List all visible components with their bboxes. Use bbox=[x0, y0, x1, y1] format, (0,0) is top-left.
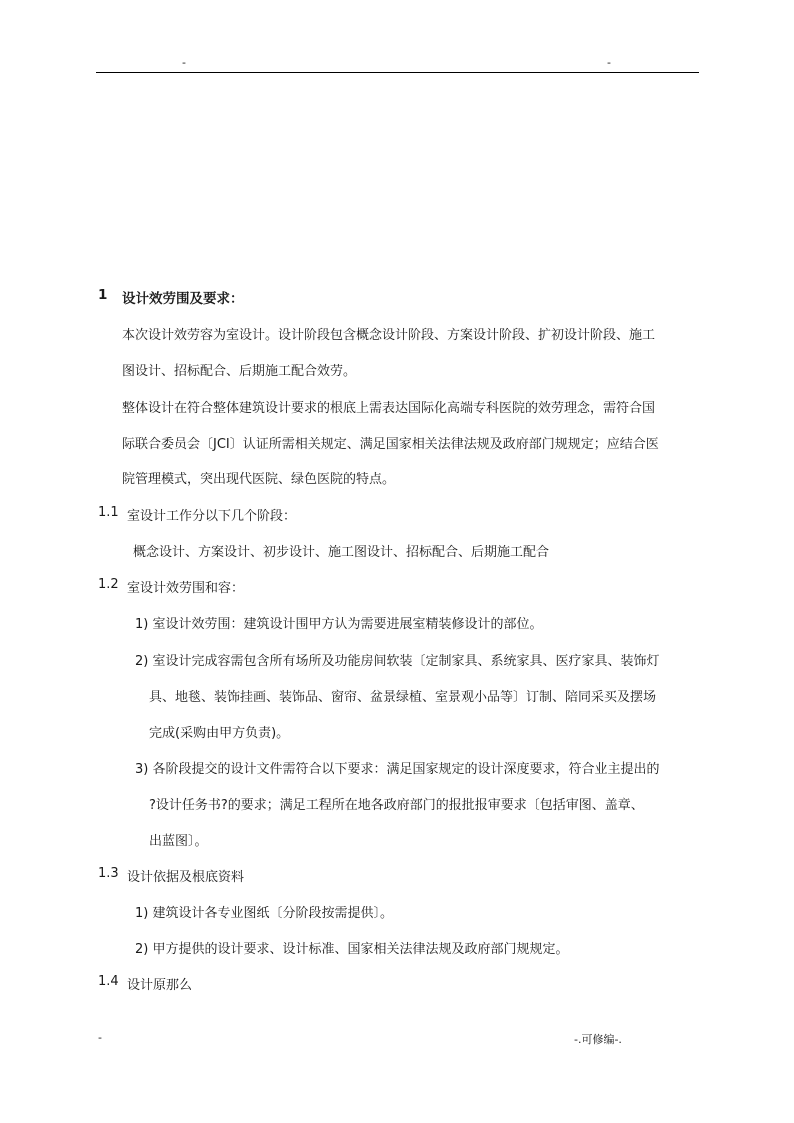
section-1-1-number: 1.1 bbox=[98, 505, 119, 520]
section-1-2-item3-line3: 出蓝图〕。 bbox=[149, 834, 208, 849]
section-1-2-item2-line2: 具、地毯、装饰挂画、装饰品、窗帘、盆景绿植、室景观小品等〕订制、陪同采买及摆场 bbox=[149, 690, 657, 705]
section-1-2-item3-line2: ?设计任务书?的要求；满足工程所在地各政府部门的报批报审要求〔包括审图、盖章、 bbox=[149, 798, 644, 813]
intro-p2-line1: 整体设计在符合整体建筑设计要求的根底上需表达国际化高端专科医院的效劳理念，需符合国 bbox=[122, 401, 656, 416]
section-1-3-item1: 1) 建筑设计各专业图纸〔分阶段按需提供〕。 bbox=[135, 906, 393, 921]
section-1-2-item3-line1: 3) 各阶段提交的设计文件需符合以下要求：满足国家规定的设计深度要求，符合业主提出的 bbox=[135, 762, 660, 777]
intro-p1-line1: 本次设计效劳容为室设计。设计阶段包含概念设计阶段、方案设计阶段、扩初设计阶段、施工 bbox=[122, 328, 656, 343]
section-1-title: 设计效劳围及要求： bbox=[122, 291, 244, 307]
section-1-3-item2: 2) 甲方提供的设计要求、设计标准、国家相关法律法规及政府部门规规定。 bbox=[135, 942, 569, 957]
section-1-4-title: 设计原那么 bbox=[127, 978, 193, 993]
header-right-mark: - bbox=[607, 56, 611, 69]
intro-p1-line2: 图设计、招标配合、后期施工配合效劳。 bbox=[122, 364, 357, 379]
section-1-1-title: 室设计工作分以下几个阶段： bbox=[127, 509, 297, 524]
section-1-number: 1 bbox=[98, 287, 108, 303]
section-1-4-number: 1.4 bbox=[98, 974, 119, 989]
section-1-1-body: 概念设计、方案设计、初步设计、施工图设计、招标配合、后期施工配合 bbox=[133, 545, 550, 560]
section-1-2-number: 1.2 bbox=[98, 577, 119, 592]
section-1-2-item2-line1: 2) 室设计完成容需包含所有场所及功能房间软装〔定制家具、系统家具、医疗家具、装饰灯 bbox=[135, 654, 660, 669]
section-1-2-title: 室设计效劳围和容： bbox=[127, 581, 245, 596]
header-rule bbox=[96, 72, 699, 73]
footer-editable-note: -.可修编-. bbox=[574, 1033, 622, 1046]
footer-left-mark: - bbox=[98, 1031, 102, 1044]
section-1-3-title: 设计依据及根底资料 bbox=[127, 870, 245, 885]
intro-p2-line2: 际联合委员会〔JCI〕认证所需相关规定、满足国家相关法律法规及政府部门规规定；应结合医 bbox=[122, 437, 659, 452]
intro-p2-line3: 院管理模式，突出现代医院、绿色医院的特点。 bbox=[122, 472, 396, 487]
section-1-2-item1: 1) 室设计效劳围：建筑设计围甲方认为需要进展室精装修设计的部位。 bbox=[135, 617, 543, 632]
section-1-2-item2-line3: 完成(采购由甲方负责)。 bbox=[149, 726, 290, 741]
header-left-mark: - bbox=[182, 56, 186, 69]
section-1-3-number: 1.3 bbox=[98, 866, 119, 881]
